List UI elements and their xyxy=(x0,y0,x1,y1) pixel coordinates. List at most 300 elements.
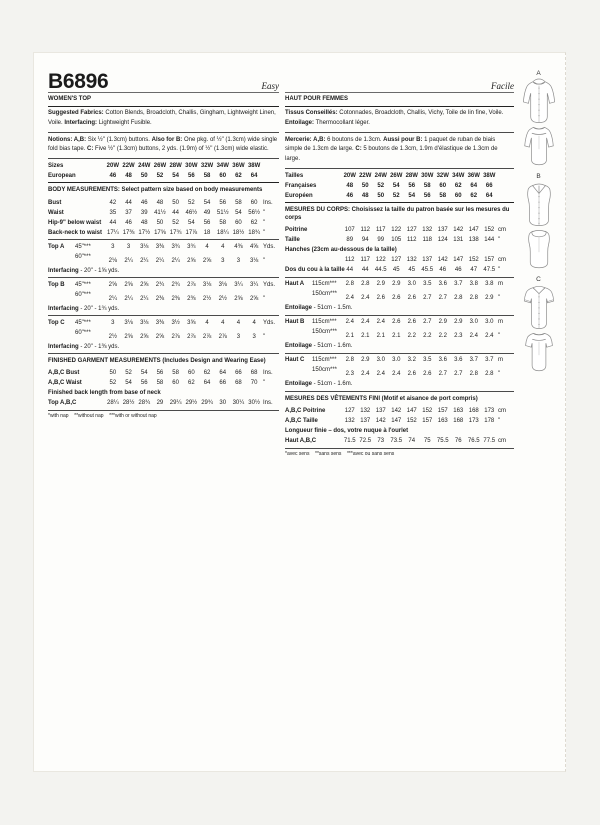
table-row xyxy=(48,328,279,342)
table-text-row: Entoilage - 51cm - 1.6m. xyxy=(285,381,353,388)
row-label: A,B,C Waist xyxy=(48,380,82,387)
table-cell: 75.5 xyxy=(436,438,449,445)
table-cell: 173 xyxy=(468,418,479,425)
table-cell: 2.9 xyxy=(454,319,463,326)
garment-sketches-strip xyxy=(515,70,562,379)
garment-view-b xyxy=(515,173,562,269)
table-cell: 117 xyxy=(375,227,386,234)
garment-view-c xyxy=(515,276,562,372)
row-label: Taille xyxy=(285,237,300,244)
table-cell: 4⅝ xyxy=(249,243,259,250)
table-row xyxy=(285,225,514,235)
table-cell: 2.4 xyxy=(392,371,401,378)
row-label: Top C 45"*** xyxy=(48,319,91,326)
table-cell: 77.5 xyxy=(483,438,496,445)
table-row xyxy=(285,265,514,275)
garment-type-heading-fr: HAUT POUR FEMMES xyxy=(285,93,514,107)
table-cell: 35 xyxy=(109,209,117,216)
section-divider xyxy=(48,239,279,240)
table-cell: 47 xyxy=(470,267,478,274)
table-cell: 4 xyxy=(221,243,225,250)
row-label: 60"*** xyxy=(75,253,91,260)
table-cell: 157 xyxy=(437,408,448,415)
table-cell: 3⅛ xyxy=(218,281,227,288)
table-row xyxy=(285,191,514,201)
table-cell: 2⅞ xyxy=(202,333,212,340)
difficulty-label-en: Easy xyxy=(261,81,279,91)
sizes-table-en xyxy=(48,160,279,181)
table-cell: 152 xyxy=(406,418,417,425)
table-text-row: Hanches (23cm au-dessous de la taille) xyxy=(285,247,397,254)
table-cell: 2¼ xyxy=(155,257,165,264)
table-cell: 54 xyxy=(203,199,211,206)
unit-cell: cm xyxy=(498,438,506,445)
unit-cell: Yds. xyxy=(262,281,275,288)
table-cell: 48 xyxy=(125,172,132,179)
table-cell: 2.7 xyxy=(423,319,432,326)
table-cell: 49 xyxy=(203,209,211,216)
table-cell: 72.5 xyxy=(359,438,372,445)
row-label: Bust xyxy=(48,199,62,206)
table-cell: 2⅝ xyxy=(234,295,243,302)
table-cell: 3.0 xyxy=(407,281,416,288)
garment-b-front-sketch xyxy=(518,181,560,227)
table-cell: 60 xyxy=(172,380,179,387)
table-cell: 3.7 xyxy=(454,281,463,288)
row-label: Top B 45"*** xyxy=(48,281,91,288)
table-cell: 46 xyxy=(125,219,132,226)
table-cell: 36W xyxy=(467,172,480,179)
table-row xyxy=(48,161,279,171)
table-cell: 94 xyxy=(361,237,369,244)
table-cell: 32W xyxy=(436,172,449,179)
table-cell: 2.8 xyxy=(469,295,478,302)
table-cell: 24W xyxy=(138,162,151,169)
english-column xyxy=(48,66,279,421)
suggested-fabrics-paragraph: Suggested Fabrics: Cotton Blends, Broadcloth, Challis, Gingham, Lightweight Linen, Voile. Interfacing: Lightweight Fusible. xyxy=(48,110,276,127)
table-cell: 2.7 xyxy=(438,295,447,302)
table-cell: 3 xyxy=(236,333,241,340)
table-cell: 157 xyxy=(422,418,433,425)
table-cell: 2¼ xyxy=(140,295,149,302)
table-cell: 2.7 xyxy=(423,295,432,302)
table-cell: 66 xyxy=(219,380,227,387)
table-cell: 18½ xyxy=(232,229,245,236)
table-cell: 2⅛ xyxy=(108,257,118,264)
garment-type-heading-en: WOMEN'S TOP xyxy=(48,93,279,107)
table-cell: 132 xyxy=(422,227,433,234)
table-cell: 58 xyxy=(156,380,164,387)
table-cell: 70 xyxy=(250,380,258,387)
table-cell: 2.4 xyxy=(361,319,370,326)
table-cell: 44.5 xyxy=(374,267,387,274)
finished-measurements-table xyxy=(48,368,279,409)
table-cell: 46 xyxy=(439,267,447,274)
table-cell: 48 xyxy=(361,192,369,199)
table-cell: 132 xyxy=(406,257,417,264)
table-cell: 142 xyxy=(453,227,464,234)
table-cell: 2.6 xyxy=(392,295,401,302)
garment-c-front-sketch xyxy=(518,284,560,330)
unit-cell: " xyxy=(498,418,501,425)
section-divider xyxy=(285,448,514,449)
table-cell: 4 xyxy=(236,319,241,326)
table-cell: 54 xyxy=(172,172,179,179)
table-cell: 2⅞ xyxy=(187,333,196,340)
table-cell: 17¼ xyxy=(107,229,119,236)
section-divider xyxy=(285,391,514,392)
table-cell: 2.1 xyxy=(361,333,370,340)
table-cell: 3 xyxy=(236,257,241,264)
table-cell: 34W xyxy=(452,172,465,179)
table-cell: 3.0 xyxy=(485,319,494,326)
table-cell: 3⅜ xyxy=(155,243,165,250)
table-cell: 17¾ xyxy=(169,229,182,236)
table-cell: 2.7 xyxy=(438,371,447,378)
mesures-corps-heading: MESURES DU CORPS: Choisissez la taille du patron basée sur les mesures du corps xyxy=(285,207,510,222)
table-row xyxy=(285,171,514,181)
table-cell: 4 xyxy=(221,319,225,326)
table-cell: 142 xyxy=(375,418,386,425)
table-cell: 68 xyxy=(250,370,258,377)
table-cell: 3 xyxy=(111,319,115,326)
notions-paragraph: Notions: A,B: Six ½" (1.3cm) buttons. Also for B: One pkg. of ½" (1.3cm) wide single fold bias tape. C: Five ½" (1.3cm) buttons, 2 yds. (1.9m) of ½" (1.3cm) wide elastic. xyxy=(48,136,278,153)
table-row xyxy=(48,280,279,290)
table-cell: 50 xyxy=(109,370,117,377)
unit-cell: cm xyxy=(498,227,506,234)
french-title-row xyxy=(285,66,514,93)
table-cell: 20W xyxy=(343,172,356,179)
finished-measurements-heading: FINISHED GARMENT MEASUREMENTS (Includes Design and Wearing Ease) xyxy=(48,358,266,365)
table-cell: 58 xyxy=(172,370,179,377)
table-cell: 132 xyxy=(344,418,355,425)
nap-footnote-fr: *avec sens **sans sens ***avec ou sans sens xyxy=(285,451,395,458)
table-row xyxy=(48,378,279,388)
table-cell: 2⅝ xyxy=(187,257,196,264)
table-cell: 2¾ xyxy=(171,281,180,288)
unit-cell: " xyxy=(498,267,501,274)
table-cell: 168 xyxy=(453,418,464,425)
garment-view-a xyxy=(515,70,562,166)
table-cell: 41½ xyxy=(154,209,166,216)
table-cell: 52 xyxy=(172,219,179,226)
unit-cell: " xyxy=(498,237,501,244)
table-cell: 30W xyxy=(185,162,198,169)
table-cell: 3.5 xyxy=(423,357,432,364)
table-cell: 44 xyxy=(172,209,179,216)
table-cell: 2.8 xyxy=(454,295,463,302)
unit-cell: " xyxy=(498,295,501,302)
table-cell: 38W xyxy=(483,172,496,179)
table-cell: 17⅞ xyxy=(185,229,198,236)
table-cell: 60 xyxy=(454,192,462,199)
unit-cell: " xyxy=(262,257,266,264)
table-cell: 50 xyxy=(377,192,385,199)
table-cell: 2.2 xyxy=(423,333,432,340)
table-cell: 2⅝ xyxy=(202,257,212,264)
body-measurements-table xyxy=(48,197,279,238)
table-cell: 28¼ xyxy=(107,400,119,407)
table-cell: 37 xyxy=(125,209,132,216)
table-cell: 54 xyxy=(392,182,400,189)
table-cell: 2.3 xyxy=(345,371,354,378)
table-cell: 3⅝ xyxy=(187,319,196,326)
table-row xyxy=(285,181,514,191)
table-cell: 48 xyxy=(140,219,148,226)
table-cell: 122 xyxy=(375,257,386,264)
table-cell: 2⅝ xyxy=(108,281,118,288)
table-row xyxy=(48,368,279,378)
table-cell: 2.4 xyxy=(361,295,370,302)
body-measurements-heading: BODY MEASUREMENTS: Select pattern size based on body measurements xyxy=(48,187,263,194)
table-cell: 2¼ xyxy=(124,295,133,302)
table-cell: 56 xyxy=(140,380,148,387)
table-cell: 2.2 xyxy=(407,333,416,340)
table-cell: 60 xyxy=(439,182,447,189)
table-cell: 47.5 xyxy=(483,267,496,274)
table-cell: 62 xyxy=(203,370,211,377)
row-label: Européen xyxy=(285,192,313,199)
table-cell: 2½ xyxy=(218,295,227,302)
section-divider xyxy=(48,353,279,354)
table-cell: 29 xyxy=(156,400,164,407)
table-cell: 2.4 xyxy=(469,333,478,340)
mesures-fini-table xyxy=(285,406,514,447)
row-label: Poitrine xyxy=(285,227,308,234)
table-cell: 64 xyxy=(219,370,227,377)
table-cell: 2.8 xyxy=(345,357,354,364)
table-cell: 2.6 xyxy=(407,295,416,302)
table-cell: 112 xyxy=(406,237,417,244)
table-cell: 3¾ xyxy=(171,243,180,250)
table-cell: 2⅝ xyxy=(249,295,259,302)
table-cell: 3.2 xyxy=(407,357,416,364)
pattern-envelope-back xyxy=(33,52,566,772)
unit-cell: " xyxy=(498,333,501,340)
table-cell: 124 xyxy=(437,237,448,244)
table-cell: 50 xyxy=(361,182,369,189)
table-cell: 99 xyxy=(377,237,385,244)
table-cell: 3 xyxy=(221,257,225,264)
table-cell: 137 xyxy=(375,408,386,415)
section-divider xyxy=(285,168,514,169)
table-cell: 2.6 xyxy=(407,371,416,378)
table-cell: 152 xyxy=(468,257,479,264)
table-cell: 2.9 xyxy=(485,295,494,302)
table-cell: 54 xyxy=(125,380,132,387)
table-cell: 75 xyxy=(423,438,431,445)
table-text-row: Entoilage - 51cm - 1.5m. xyxy=(285,305,353,312)
table-cell: 3.5 xyxy=(423,281,432,288)
table-cell: 2⅝ xyxy=(124,281,133,288)
table-cell: 122 xyxy=(391,227,402,234)
table-row xyxy=(48,252,279,266)
table-cell: 18¾ xyxy=(248,229,260,236)
table-cell: 17½ xyxy=(138,229,151,236)
table-cell: 2.9 xyxy=(361,357,370,364)
table-cell: 50 xyxy=(172,199,179,206)
table-cell: 46 xyxy=(454,267,462,274)
table-cell: 147 xyxy=(453,257,464,264)
table-cell: 56 xyxy=(423,192,431,199)
unit-cell: " xyxy=(498,371,501,378)
table-cell: 76.5 xyxy=(467,438,480,445)
english-title-row xyxy=(48,66,279,93)
table-cell: 107 xyxy=(344,227,355,234)
table-cell: 52 xyxy=(125,370,132,377)
table-cell: 152 xyxy=(484,227,495,234)
table-cell: 142 xyxy=(391,408,402,415)
table-cell: 2¼ xyxy=(140,257,149,264)
table-text-row: Entoilage - 51cm - 1.6m. xyxy=(285,343,353,350)
section-divider xyxy=(48,410,279,411)
table-cell: 147 xyxy=(406,408,417,415)
table-cell: 48 xyxy=(346,182,354,189)
table-row xyxy=(285,365,514,379)
table-cell: 56 xyxy=(219,199,227,206)
table-cell: 44 xyxy=(125,199,132,206)
table-row xyxy=(285,416,514,426)
table-row xyxy=(48,318,279,328)
table-cell: 18¼ xyxy=(216,229,229,236)
view-letter-b: B xyxy=(536,173,541,181)
table-cell: 3¾ xyxy=(187,243,196,250)
table-cell: 56 xyxy=(187,172,195,179)
table-cell: 66 xyxy=(485,182,493,189)
table-cell: 38W xyxy=(247,162,261,169)
table-cell: 22W xyxy=(122,162,135,169)
table-cell: 2.1 xyxy=(376,333,385,340)
table-cell: 58 xyxy=(203,172,211,179)
table-cell: 64 xyxy=(250,172,258,179)
table-cell: 142 xyxy=(437,257,448,264)
row-label: 150cm*** xyxy=(312,329,338,336)
table-cell: 46 xyxy=(140,199,148,206)
table-cell: 2.8 xyxy=(345,281,354,288)
table-cell: 2¼ xyxy=(108,295,118,302)
row-label: Françaises xyxy=(285,182,317,189)
table-cell: 2⅞ xyxy=(187,281,196,288)
table-divider xyxy=(48,277,279,278)
table-cell: 3.6 xyxy=(438,281,447,288)
table-cell: 117 xyxy=(360,257,371,264)
table-cell: 3 xyxy=(111,243,115,250)
table-cell: 3⅛ xyxy=(249,257,259,264)
unit-cell: " xyxy=(262,333,266,340)
unit-cell: Yds. xyxy=(262,319,275,326)
row-label: 150cm*** xyxy=(312,291,338,298)
table-cell: 138 xyxy=(468,237,479,244)
table-cell: 2½ xyxy=(202,295,212,302)
table-cell: 28W xyxy=(169,162,182,169)
table-row xyxy=(285,327,514,341)
table-cell: 3⅛ xyxy=(140,243,149,250)
table-cell: 137 xyxy=(360,418,371,425)
table-cell: 3.8 xyxy=(469,281,478,288)
row-label: 60"*** xyxy=(75,291,91,298)
table-row xyxy=(285,255,514,265)
table-cell: 62 xyxy=(470,192,478,199)
table-cell: 46 xyxy=(346,192,354,199)
table-cell: 178 xyxy=(484,418,495,425)
table-cell: 60 xyxy=(250,199,258,206)
table-cell: 60 xyxy=(219,172,227,179)
table-cell: 54 xyxy=(235,209,242,216)
table-cell: 132 xyxy=(360,408,371,415)
table-cell: 42 xyxy=(109,199,117,206)
section-divider xyxy=(285,202,514,203)
table-cell: 3.6 xyxy=(454,357,463,364)
table-row xyxy=(48,242,279,252)
table-cell: 2.9 xyxy=(438,319,447,326)
table-cell: 127 xyxy=(344,408,355,415)
table-cell: 118 xyxy=(422,237,433,244)
table-cell: 131 xyxy=(453,237,464,244)
yardage-table-fr xyxy=(285,279,514,390)
row-label: A,B,C Bust xyxy=(48,370,80,377)
table-cell: 28½ xyxy=(122,400,135,407)
table-cell: 54 xyxy=(140,370,148,377)
row-label: Tailles xyxy=(285,172,304,179)
table-cell: 64 xyxy=(470,182,478,189)
row-label: Haut A,B,C xyxy=(285,438,317,445)
table-cell: 3⅛ xyxy=(140,319,149,326)
table-row xyxy=(48,218,279,228)
table-cell: 2.1 xyxy=(345,333,354,340)
table-cell: 45.5 xyxy=(421,267,434,274)
table-cell: 2.1 xyxy=(392,333,401,340)
table-cell: 29¾ xyxy=(201,400,213,407)
row-label: European xyxy=(48,172,76,179)
table-text-row: Finished back length from base of neck xyxy=(48,390,161,397)
table-cell: 71.5 xyxy=(343,438,356,445)
table-divider xyxy=(285,315,514,316)
unit-cell: m xyxy=(498,319,503,326)
mesures-corps-table xyxy=(285,225,514,276)
table-cell: 2.9 xyxy=(376,281,385,288)
tissus-paragraph: Tissus Conseillés: Cotonnades, Broadcloth, Challis, Vichy, Toile de lin fine, Voile. Entoilage: Thermocollant léger. xyxy=(285,110,504,127)
table-cell: 56 xyxy=(203,219,211,226)
table-cell: 2.6 xyxy=(392,319,401,326)
table-cell: 157 xyxy=(484,257,495,264)
table-cell: 2½ xyxy=(108,333,118,340)
unit-cell: " xyxy=(262,209,266,216)
yardage-table-en xyxy=(48,241,279,352)
section-divider xyxy=(285,277,514,278)
table-cell: 3⅛ xyxy=(202,281,212,288)
table-cell: 2¾ xyxy=(155,281,165,288)
nap-footnote-en: *with nap **without nap ***with or without nap xyxy=(48,413,157,420)
table-divider xyxy=(285,353,514,354)
table-cell: 52 xyxy=(109,380,117,387)
unit-cell: Ins. xyxy=(262,199,273,206)
row-label: Back-neck to waist xyxy=(48,229,103,236)
unit-cell: " xyxy=(262,219,266,226)
view-letter-c: C xyxy=(536,276,541,284)
table-cell: 22W xyxy=(359,172,372,179)
row-label: Haut C 115cm*** xyxy=(285,357,337,364)
unit-cell: Ins. xyxy=(262,370,273,377)
table-cell: 4 xyxy=(205,319,209,326)
table-cell: 3.6 xyxy=(438,357,447,364)
unit-cell: " xyxy=(262,380,266,387)
table-cell: 2.9 xyxy=(392,281,401,288)
row-label: 150cm*** xyxy=(312,367,338,374)
table-cell: 62 xyxy=(250,219,258,226)
table-cell: 44 xyxy=(361,267,369,274)
table-cell: 68 xyxy=(235,380,242,387)
table-cell: 2.4 xyxy=(345,295,354,302)
